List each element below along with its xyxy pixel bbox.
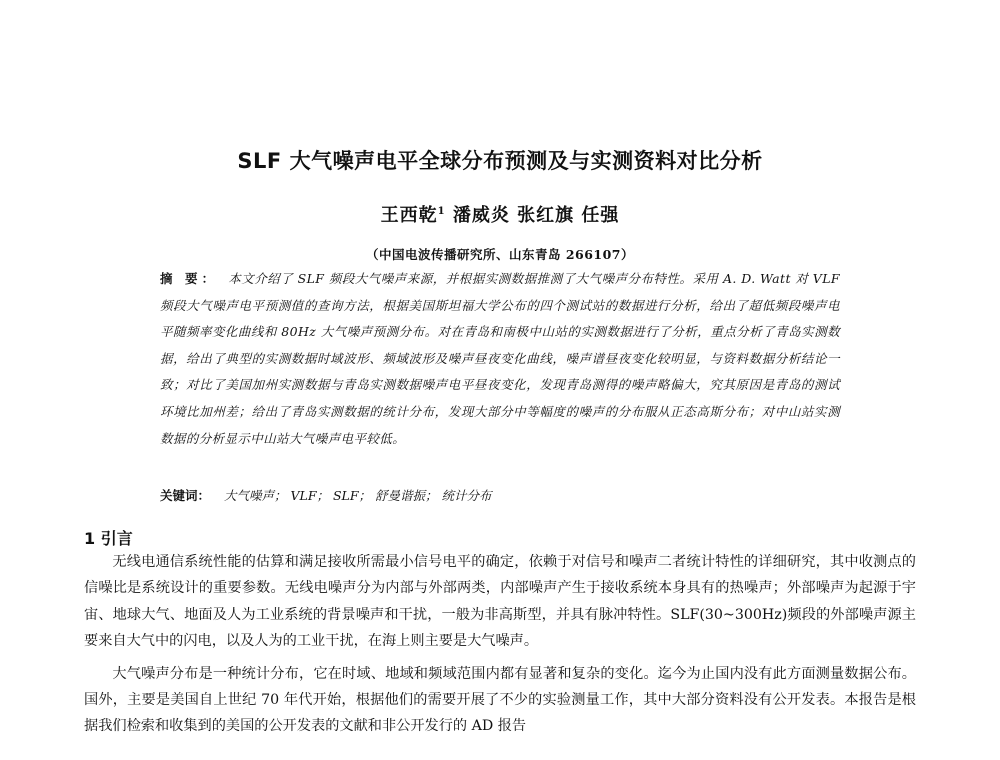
author-list	[0, 201, 1000, 227]
keywords-text: 大气噪声； VLF； SLF； 舒曼谐振； 统计分布	[224, 488, 492, 503]
abstract	[160, 266, 840, 452]
author-superscript: 1	[437, 206, 446, 217]
first-author: 王西乾	[380, 205, 438, 226]
affiliation: （中国电波传播研究所、山东青岛 266107）	[365, 247, 635, 262]
body-text	[84, 549, 916, 746]
keywords	[160, 484, 840, 508]
keywords-label: 关键词：	[160, 488, 211, 503]
paper-title: SLF 大气噪声电平全球分布预测及与实测资料对比分析	[237, 149, 763, 173]
other-authors: 潘威炎 张红旗 任强	[445, 205, 620, 226]
section-heading-introduction: 1 引言	[84, 529, 133, 548]
paragraph-2: 大气噪声分布是一种统计分布，它在时域、地域和频域范围内都有显著和复杂的变化。迄今为止国内没有此方面测量数据公布。国外，主要是美国自上世纪 70 年代开始，根据他们的需要开展了不少的实验测量工作，其中大部分资料没有公开发表。本报告是根据我们检索和收集到的美国的公开发表的文献和非公开发行的 AD 报告	[84, 665, 916, 735]
abstract-label: 摘 要：	[160, 271, 219, 286]
abstract-text: 本文介绍了 SLF 频段大气噪声来源，并根据实测数据推测了大气噪声分布特性。采用 A. D. Watt 对 VLF 频段大气噪声电平预测值的查询方法，根据美国斯坦福大学公布的四个测试站的数据进行分析，给出了超低频段噪声电平随频率变化曲线和 80Hz 大气噪声预测分布。对在青岛和南极中山站的实测数据进行了分析，重点分析了青岛实测数据，给出了典型的实测数据时域波形、频域波形及噪声昼夜变化曲线，噪声谱昼夜变化较明显，与资料数据分析结论一致；对比了美国加州实测数据与青岛实测数据噪声电平昼夜变化，发现青岛测得的噪声略偏大，究其原因是青岛的测试环境比加州差；给出了青岛实测数据的统计分布，发现大部分中等幅度的噪声的分布服从正态高斯分布；对中山站实测数据的分析显示中山站大气噪声电平较低。	[160, 271, 840, 446]
paragraph-1: 无线电通信系统性能的估算和满足接收所需最小信号电平的确定，依赖于对信号和噪声二者统计特性的详细研究，其中收测点的信噪比是系统设计的重要参数。无线电噪声分为内部与外部两类，内部噪声产生于接收系统本身具有的热噪声；外部噪声为起源于宇宙、地球大气、地面及人为工业系统的背景噪声和干扰，一般为非高斯型，并具有脉冲特性。SLF(30~300Hz)频段的外部噪声源主要来自大气中的闪电，以及人为的工业干扰，在海上则主要是大气噪声。	[84, 554, 916, 650]
